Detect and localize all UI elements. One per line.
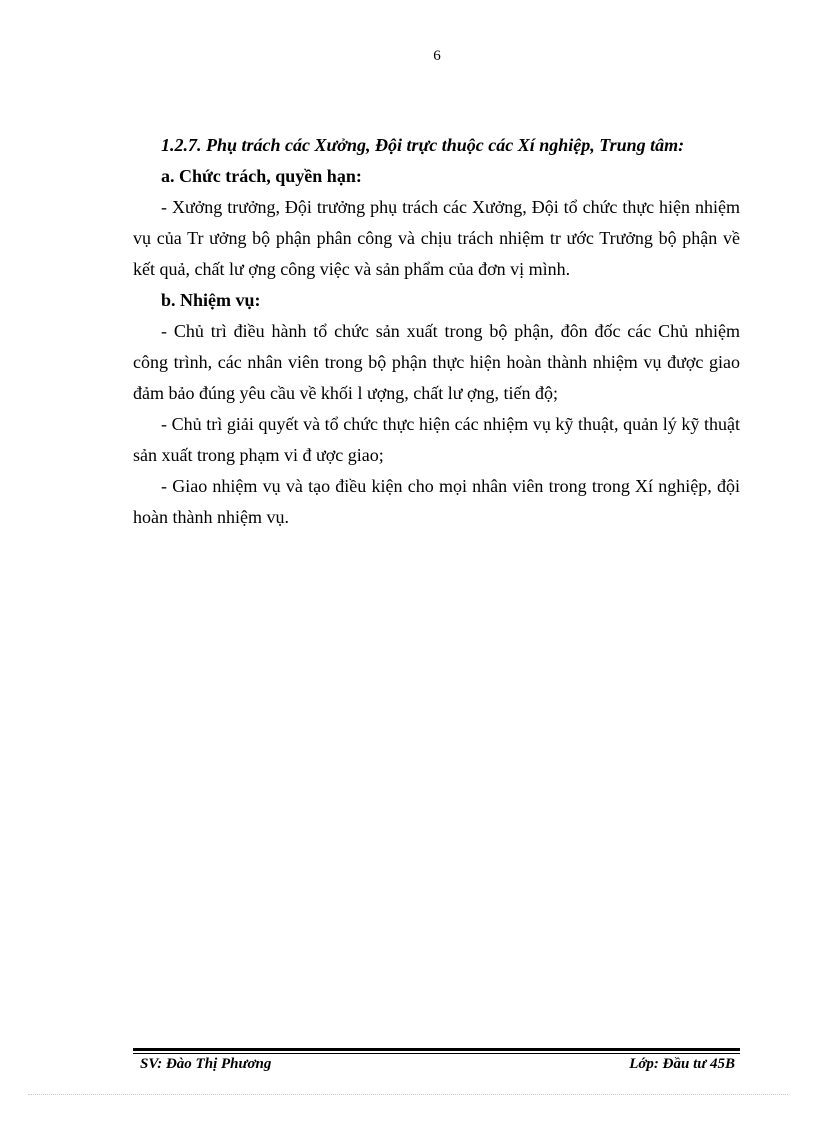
page-bottom-border [28,1094,788,1095]
footer-divider-thin [133,1053,740,1054]
footer-class: Lớp: Đầu tư 45B [629,1056,735,1072]
document-body [133,130,740,533]
page-footer [140,1056,735,1073]
paragraph: - Xưởng trưởng, Đội trưởng phụ trách các Xưởng, Đội tổ chức thực hiện nhiệm vụ của Tr ưởng bộ phận phân công và chịu trách nhiệm tr ước Trưởng bộ phận về kết quả, chất lư ợng công việc và sản phẩm của đơn vị mình. [133,197,740,279]
subsection-a-title: a. Chức trách, quyền hạn: [161,166,362,186]
paragraph: - Chủ trì giải quyết và tổ chức thực hiện các nhiệm vụ kỹ thuật, quản lý kỹ thuật sản xuất trong phạm vi đ ược giao; [133,414,740,465]
footer-student-name: SV: Đào Thị Phương [140,1056,272,1072]
section-heading: 1.2.7. Phụ trách các Xưởng, Đội trực thuộc các Xí nghiệp, Trung tâm: [161,135,685,155]
paragraph: - Giao nhiệm vụ và tạo điều kiện cho mọi nhân viên trong trong Xí nghiệp, đội hoàn thành nhiệm vụ. [133,476,740,527]
paragraph: - Chủ trì điều hành tổ chức sản xuất trong bộ phận, đôn đốc các Chủ nhiệm công trình, các nhân viên trong bộ phận thực hiện hoàn thành nhiệm vụ được giao đảm bảo đúng yêu cầu về khối l ượng, chất lư ợng, tiến độ; [133,321,740,403]
page-number: 6 [433,48,441,64]
subsection-b-title: b. Nhiệm vụ: [161,290,261,310]
footer-divider [133,1048,740,1051]
